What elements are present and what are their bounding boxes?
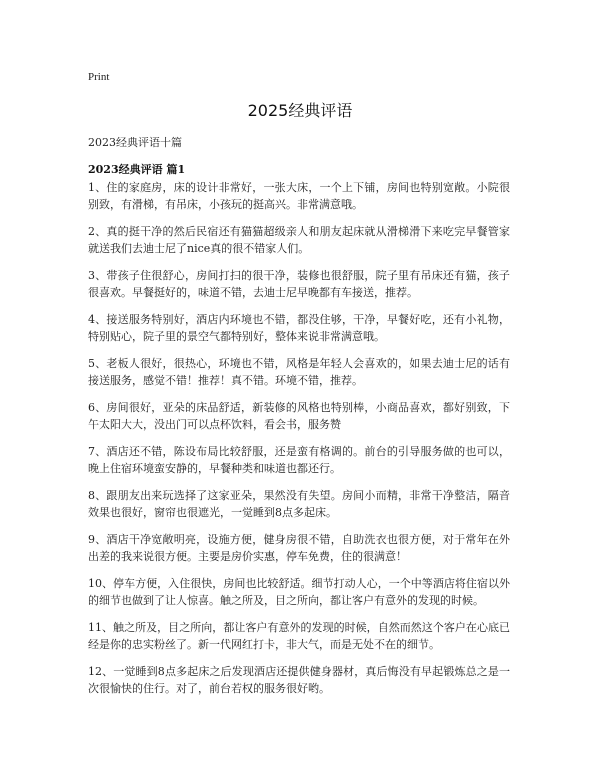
paragraph: 12、一觉睡到8点多起床之后发现酒店还提供健身器材，真后悔没有早起锻炼总之是一次很愉快的住行。对了，前台若权的服务很好哟。 <box>88 665 510 695</box>
paragraph: 7、酒店还不错，陈设布局比较舒服，还是蛮有格调的。前台的引导服务做的也可以，晚上住宿环境蛮安静的，早餐种类和味道也都还行。 <box>88 445 510 475</box>
paragraph: 1、住的家庭房，床的设计非常好，一张大床，一个上下铺，房间也特别宽敞。小院很别致，有滑梯，有吊床，小孩玩的挺高兴。非常满意哦。 <box>88 181 510 211</box>
paragraph-list <box>88 180 510 708</box>
paragraph: 6、房间很好，亚朵的床品舒适，新装修的风格也特别棒，小商品喜欢，都好别致，下午太阳大大，没出门可以点杯饮料，看会书，服务赞 <box>88 401 510 431</box>
paragraph: 10、停车方便，入住很快，房间也比较舒适。细节打动人心，一个中等酒店将住宿以外的细节也做到了让人惊喜。触之所及，目之所向，都让客户有意外的发现的时候。 <box>88 577 510 607</box>
paragraph: 9、酒店干净宽敞明亮，设施方便，健身房很不错，自助洗衣也很方便，对于常年在外出差的我来说很方便。主要是房价实惠，停车免费，住的很满意！ <box>88 533 510 563</box>
paragraph: 5、老板人很好，很热心，环境也不错，风格是年轻人会喜欢的，如果去迪士尼的话有接送服务，感觉不错！推荐！真不错。环境不错，推荐。 <box>88 357 510 387</box>
paragraph: 2、真的挺干净的然后民宿还有猫猫超级亲人和朋友起床就从滑梯滑下来吃完早餐管家就送我们去迪士尼了nice真的很不错家人们。 <box>88 225 510 255</box>
paragraph: 11、触之所及，目之所向，都让客户有意外的发现的时候，自然而然这个客户在心底已经是你的忠实粉丝了。新一代网红打卡，非大气，而是无处不在的细节。 <box>88 621 510 651</box>
page-title: 2025经典评语 <box>247 101 353 120</box>
print-link[interactable]: Print <box>88 71 110 83</box>
paragraph: 8、跟朋友出来玩选择了这家亚朵，果然没有失望。房间小而精，非常干净整洁，隔音效果也很好，窗帘也很遮光，一觉睡到8点多起床。 <box>88 489 510 519</box>
document-subtitle: 2023经典评语十篇 <box>88 136 182 149</box>
paragraph: 4、接送服务特别好，酒店内环境也不错，都没住够，干净，早餐好吃，还有小礼物，特别贴心，院子里的景空气都特别好，整体来说非常满意哦。 <box>88 313 510 343</box>
paragraph: 3、带孩子住很舒心，房间打扫的很干净，装修也很舒服，院子里有吊床还有猫，孩子很喜欢。早餐挺好的，味道不错，去迪士尼早晚都有车接送，推荐。 <box>88 269 510 299</box>
section-heading: 2023经典评语 篇1 <box>88 163 186 176</box>
